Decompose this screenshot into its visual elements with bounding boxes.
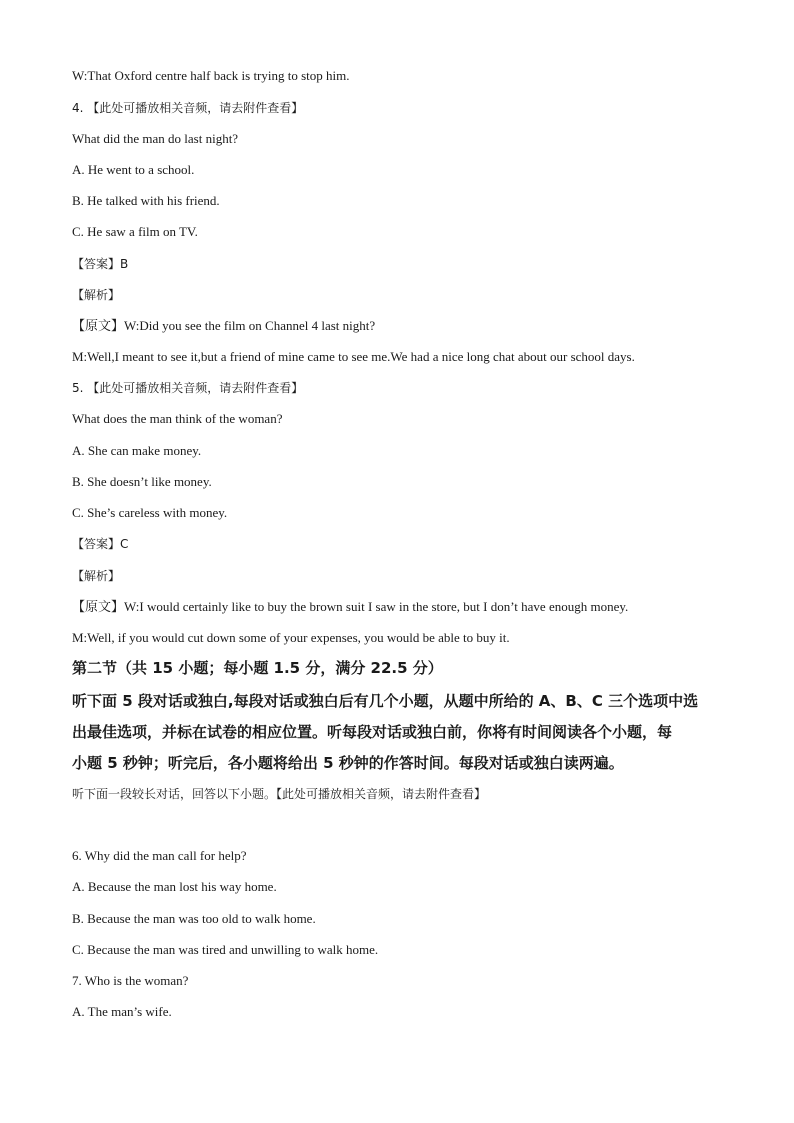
option-a: A. Because the man lost his way home. <box>72 879 277 894</box>
option-b: B. Because the man was too old to walk home. <box>72 911 316 926</box>
option-c: C. Because the man was tired and unwilling to walk home. <box>72 942 379 957</box>
section-heading: 第二节（共 15 小题；每小题 1.5 分，满分 22.5 分） <box>72 659 443 677</box>
answer-line: 【答案】B <box>72 257 129 271</box>
option-b: B. She doesn’t like money. <box>72 474 212 489</box>
option-a: A. The man’s wife. <box>72 1004 172 1019</box>
answer-line: 【答案】C <box>72 537 129 551</box>
option-b: B. He talked with his friend. <box>72 193 220 208</box>
option-a: A. He went to a school. <box>72 162 195 177</box>
option-c: C. He saw a film on TV. <box>72 224 198 239</box>
dialogue-line: M:Well,I meant to see it,but a friend of mine came to see me.We had a nice long chat about our school days. <box>72 349 635 364</box>
option-c: C. She’s careless with money. <box>72 505 228 520</box>
question-text: 6. Why did the man call for help? <box>72 848 247 863</box>
dialogue-line: W:That Oxford centre half back is trying to stop him. <box>72 68 350 83</box>
option-a: A. She can make money. <box>72 443 202 458</box>
instruction-line: 出最佳选项，并标在试卷的相应位置。听每段对话或独白前，你将有时间阅读各个小题，每 <box>72 723 673 741</box>
question-text: What did the man do last night? <box>72 131 239 146</box>
question-text: 7. Who is the woman? <box>72 973 189 988</box>
section-audio-line: 听下面一段较长对话，回答以下小题。【此处可播放相关音频，请去附件查看】 <box>72 787 487 801</box>
question-audio-line: 4. 【此处可播放相关音频，请去附件查看】 <box>72 101 304 115</box>
transcript-line: 【原文】W:I would certainly like to buy the brown suit I saw in the store, but I don’t have enough money. <box>72 599 629 614</box>
transcript-line: 【原文】W:Did you see the film on Channel 4 last night? <box>72 318 376 333</box>
instruction-line: 小题 5 秒钟；听完后，各小题将给出 5 秒钟的作答时间。每段对话或独白读两遍。 <box>72 754 624 772</box>
analysis-label: 【解析】 <box>72 288 121 302</box>
question-audio-line: 5. 【此处可播放相关音频，请去附件查看】 <box>72 381 304 395</box>
question-text: What does the man think of the woman? <box>72 411 283 426</box>
analysis-label: 【解析】 <box>72 569 121 583</box>
instruction-line: 听下面 5 段对话或独白,每段对话或独白后有几个小题，从题中所给的 A、B、C 三个选项中选 <box>72 692 699 710</box>
dialogue-line: M:Well, if you would cut down some of your expenses, you would be able to buy it. <box>72 630 510 645</box>
